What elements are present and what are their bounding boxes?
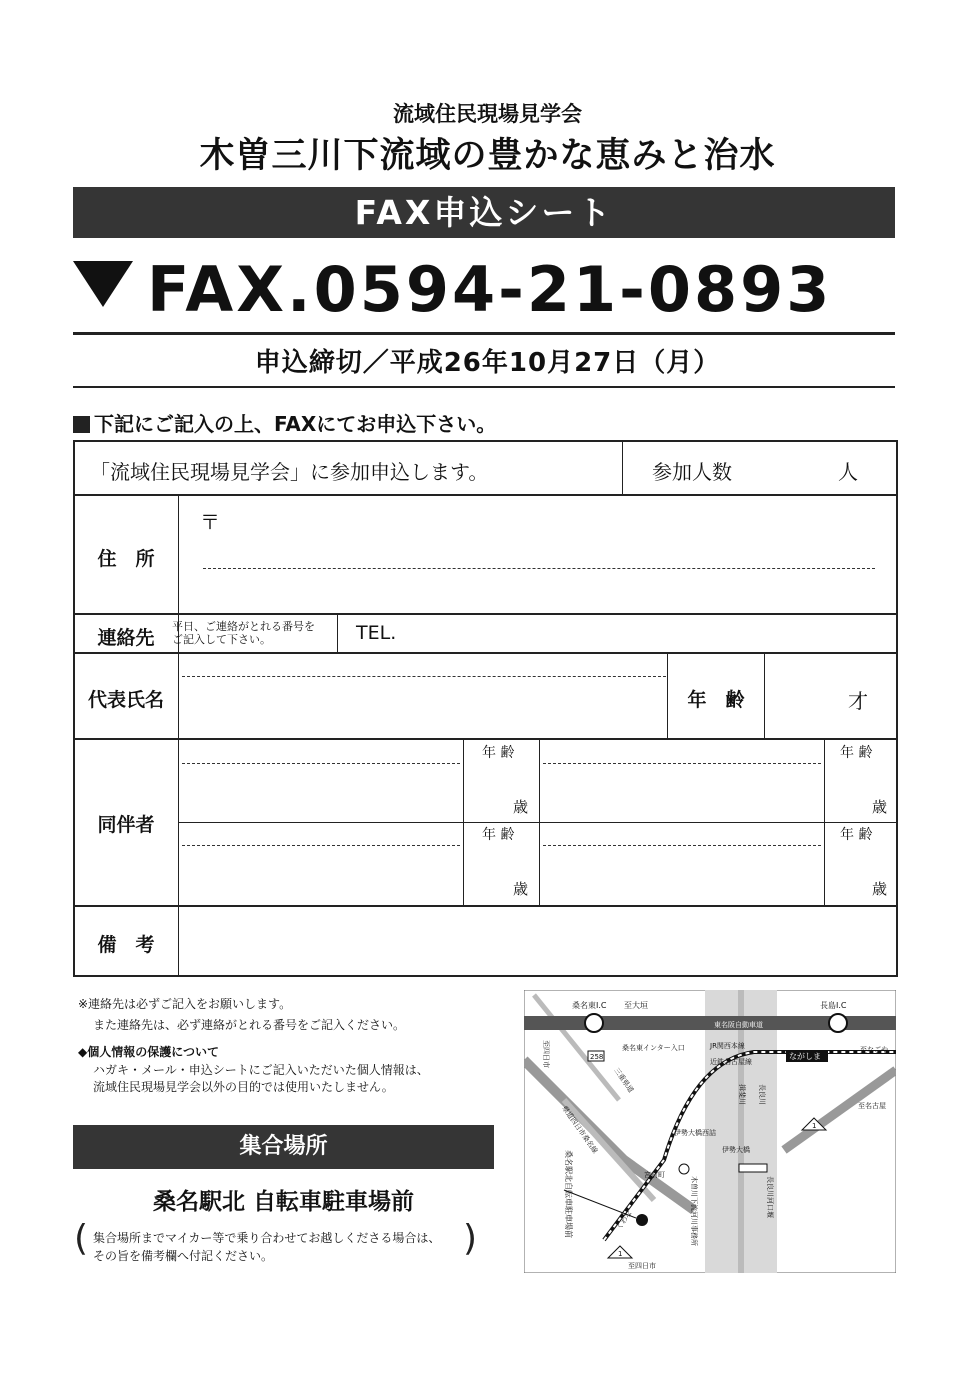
age-unit: 才 bbox=[848, 689, 868, 713]
fax-number: FAX.0594-21-0893 bbox=[147, 253, 833, 326]
furigana-guide-line bbox=[543, 763, 821, 764]
representative-name-input[interactable] bbox=[182, 680, 662, 734]
map-label-kintetsu: 近鉄名古屋線 bbox=[710, 1058, 752, 1066]
map-label-jr-kansai: JR関西本線 bbox=[710, 1042, 745, 1050]
form-border-bottom bbox=[73, 975, 898, 977]
divider bbox=[73, 332, 895, 335]
postal-mark: 〒 bbox=[200, 510, 220, 534]
companion-2-name-input[interactable] bbox=[543, 768, 821, 818]
remarks-label: 備 考 bbox=[97, 934, 155, 956]
address-input[interactable] bbox=[182, 500, 892, 608]
fax-sheet-banner: FAX申込シート bbox=[73, 187, 895, 238]
fax-number-line bbox=[73, 253, 895, 327]
participants-input[interactable] bbox=[770, 448, 830, 488]
meeting-note-2: その旨を備考欄へ付記ください。 bbox=[93, 1249, 274, 1263]
companion-3-name-input[interactable] bbox=[182, 850, 460, 902]
cell-divider bbox=[824, 740, 825, 906]
form-border-left bbox=[73, 440, 75, 977]
left-paren: ( bbox=[74, 1218, 89, 1259]
note-privacy-1: ハガキ・メール・申込シートにご記入いただいた個人情報は、 bbox=[93, 1063, 429, 1077]
map-label-prefectural-road: 県道四日市桑名線 bbox=[560, 1104, 600, 1156]
cell-divider bbox=[337, 613, 338, 653]
map-label-to-meiko: 至名古屋 bbox=[858, 1102, 886, 1110]
map-label-to-nagoya: 至なごや bbox=[860, 1046, 888, 1054]
square-bullet-icon bbox=[73, 416, 90, 433]
participants-unit: 人 bbox=[838, 460, 858, 484]
route258-label: 258 bbox=[590, 1053, 604, 1061]
map-label-ise-ohashi-west: 伊勢大橋西詰 bbox=[674, 1129, 716, 1137]
remarks-input[interactable] bbox=[182, 910, 892, 972]
cell-divider bbox=[764, 652, 765, 739]
cell-divider bbox=[539, 740, 540, 906]
companion-label: 同伴者 bbox=[97, 814, 155, 836]
tel-input[interactable] bbox=[410, 617, 890, 649]
companion-age-unit: 歳 bbox=[872, 880, 888, 898]
meeting-place: 桑名駅北 自転車駐車場前 bbox=[152, 1189, 414, 1215]
companion-1-name-input[interactable] bbox=[182, 768, 460, 818]
map-label-to-yokkaichi: 至四日市 bbox=[628, 1262, 656, 1270]
representative-age-input[interactable] bbox=[770, 660, 840, 730]
right-paren: ) bbox=[463, 1218, 478, 1259]
access-map bbox=[524, 990, 896, 1273]
event-subtitle: 流域住民現場見学会 bbox=[393, 102, 582, 126]
address-label: 住 所 bbox=[97, 548, 155, 570]
age-label: 年 齢 bbox=[687, 689, 745, 711]
map-label-weir: 長良川河口堰 bbox=[766, 1176, 774, 1218]
note-contact-reachable: また連絡先は、必ず連絡がとれる番号をご記入ください。 bbox=[93, 1018, 406, 1032]
companion-age-unit: 歳 bbox=[513, 798, 529, 816]
deadline: 申込締切／平成26年10月27日（月） bbox=[254, 348, 721, 378]
map-label-kuwana-east-ic: 桑名東I.C bbox=[572, 1001, 607, 1010]
divider bbox=[73, 386, 895, 388]
row-divider bbox=[73, 652, 898, 654]
form-border-right bbox=[896, 440, 898, 977]
event-title: 木曽三川下流域の豊かな恵みと治水 bbox=[199, 135, 776, 176]
map-label-miyamae: 宮前町 bbox=[644, 1171, 665, 1179]
office-marker-icon bbox=[679, 1164, 689, 1174]
companion-row-divider bbox=[178, 822, 898, 823]
row-divider bbox=[73, 738, 898, 740]
down-triangle-icon bbox=[73, 261, 133, 307]
companion-age-label: 年 齢 bbox=[482, 827, 515, 843]
map-label-office: 木曽川下流河川事務所 bbox=[690, 1176, 698, 1246]
note-privacy-2: 流域住民現場見学会以外の目的では使用いたしません。 bbox=[93, 1080, 394, 1094]
furigana-guide-line bbox=[182, 763, 460, 764]
map-label-kuwana-station: くわな bbox=[615, 1209, 634, 1232]
map-label-kuwana-east-entrance: 桑名東インター入口 bbox=[622, 1044, 685, 1052]
companion-age-unit: 歳 bbox=[513, 880, 529, 898]
interchange-icon bbox=[585, 1014, 603, 1032]
map-label-nagashima-station: ながしま bbox=[789, 1052, 821, 1061]
route1-label: 1 bbox=[812, 1122, 817, 1130]
label-column-divider bbox=[178, 494, 179, 975]
note-privacy-heading: ◆個人情報の保護について bbox=[78, 1045, 219, 1059]
note-contact-required: ※連絡先は必ずご記入をお願いします。 bbox=[78, 997, 292, 1011]
map-label-to-yokkaichi-left: 至四日市 bbox=[542, 1040, 550, 1068]
meeting-place-banner: 集合場所 bbox=[73, 1125, 494, 1169]
companion-age-label: 年 齢 bbox=[840, 827, 873, 843]
form-border-top bbox=[73, 440, 898, 442]
row-divider bbox=[73, 905, 898, 907]
map-label-nagara-river: 長良川 bbox=[758, 1084, 766, 1105]
route1-label: 1 bbox=[618, 1250, 623, 1258]
map-label-ibi-river: 揖斐川 bbox=[738, 1084, 746, 1105]
map-label-ise-line: 三重県道 bbox=[612, 1066, 635, 1095]
cell-divider bbox=[622, 440, 623, 495]
tel-label: TEL. bbox=[356, 622, 397, 644]
map-label-nagashima-ic: 長島I.C bbox=[820, 1001, 847, 1010]
participants-label: 参加人数 bbox=[652, 460, 732, 484]
cell-divider bbox=[667, 652, 668, 739]
map-label-to-ogaki: 至大垣 bbox=[624, 1001, 648, 1010]
furigana-guide-line bbox=[182, 845, 460, 846]
companion-age-label: 年 齢 bbox=[840, 745, 873, 761]
expressway-label: 東名阪自動車道 bbox=[714, 1021, 763, 1029]
meeting-note-1: 集合場所までマイカー等で乗り合わせてお越しくださる場合は、 bbox=[93, 1231, 441, 1245]
instruction-text: 下記にご記入の上、FAXにてお申込下さい。 bbox=[94, 412, 497, 436]
companion-4-name-input[interactable] bbox=[543, 850, 821, 902]
companion-age-unit: 歳 bbox=[872, 798, 888, 816]
row-divider bbox=[73, 494, 898, 496]
cell-divider bbox=[463, 740, 464, 906]
furigana-guide-line bbox=[543, 845, 821, 846]
meeting-point-icon bbox=[636, 1214, 648, 1226]
instruction bbox=[73, 408, 496, 437]
map-label-meeting-point: 桑名駅北自転車駐車場前 bbox=[564, 1150, 573, 1238]
companion-age-label: 年 齢 bbox=[482, 745, 515, 761]
contact-label: 連絡先 bbox=[97, 627, 155, 649]
furigana-guide-line bbox=[182, 676, 666, 677]
contact-note-1: 平日、ご連絡がとれる番号を bbox=[172, 620, 315, 633]
representative-label: 代表氏名 bbox=[87, 689, 164, 711]
contact-note-2: ご記入して下さい。 bbox=[172, 633, 271, 646]
row-divider bbox=[73, 613, 898, 615]
interchange-icon bbox=[829, 1014, 847, 1032]
map-label-ise-ohashi: 伊勢大橋 bbox=[722, 1146, 750, 1154]
apply-statement: 「流域住民現場見学会」に参加申込します。 bbox=[90, 460, 489, 484]
